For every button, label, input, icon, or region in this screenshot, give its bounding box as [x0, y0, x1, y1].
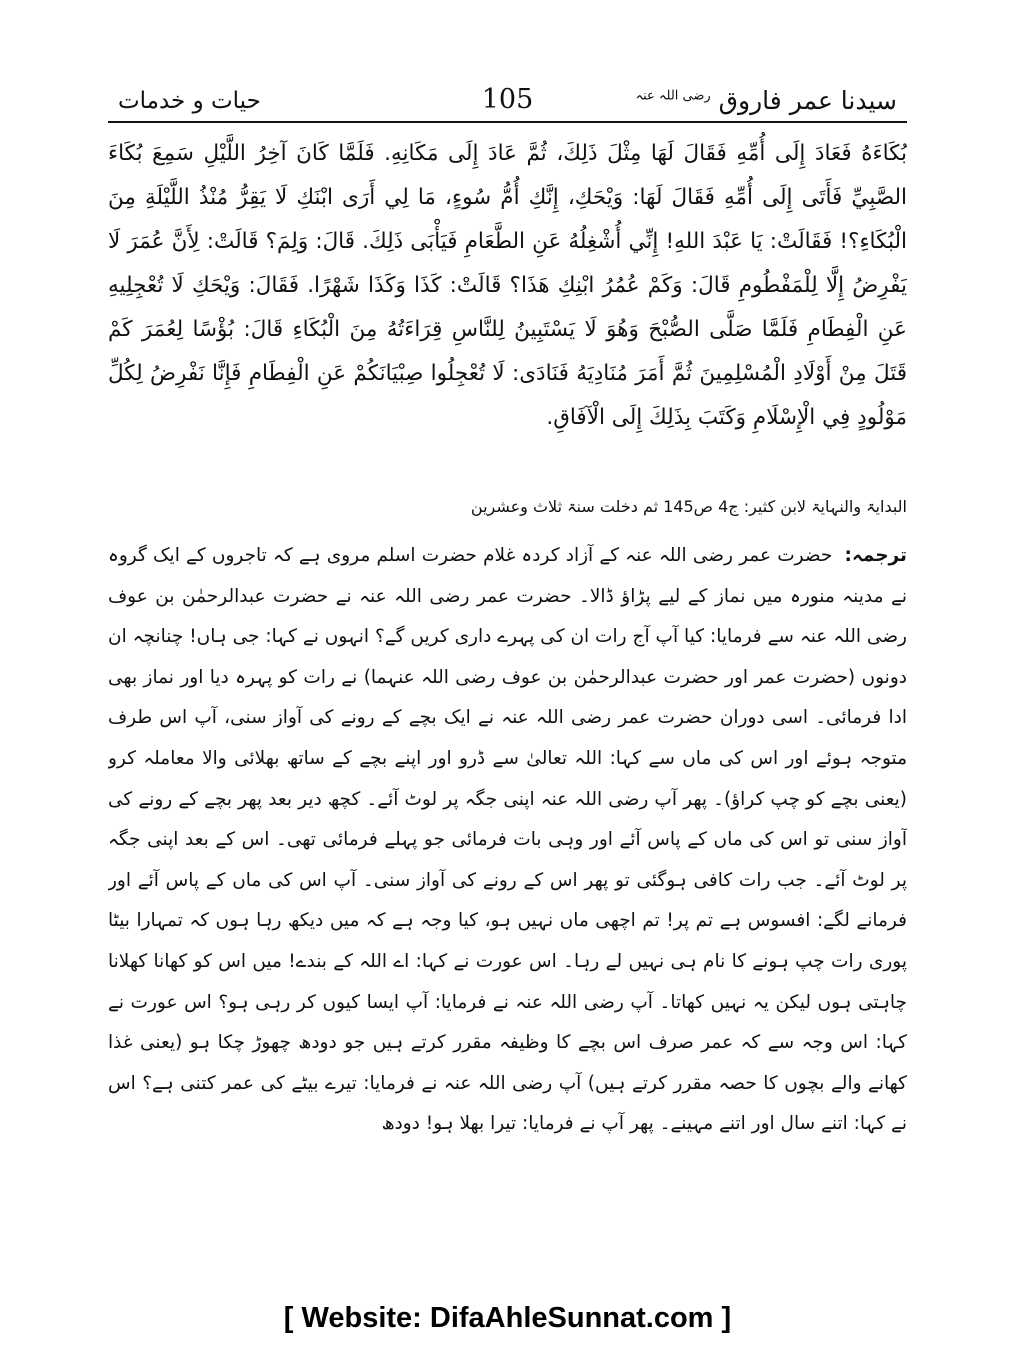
book-title-left: حیات و خدمات [118, 88, 261, 114]
book-title-right [635, 86, 897, 115]
urdu-translation [108, 536, 907, 1226]
page-header [118, 86, 897, 120]
page-number: 105 [481, 84, 534, 115]
header-divider [108, 121, 907, 123]
translation-text: حضرت عمر رضی اللہ عنہ کے آزاد کردہ غلام حضرت اسلم مروی ہے کہ تاجروں کے ایک گروہ نے مدینہ منورہ میں نماز کے لیے پڑاؤ ڈالا۔ حضرت عمر رضی اللہ عنہ نے حضرت عبدالرحمٰن بن عوف رضی اللہ عنہ سے فرمایا: کیا آپ آج رات ان کی پہرے داری کریں گے؟ انہوں نے کہا: جی ہاں! چنانچہ ان دونوں (حضرت عمر اور حضرت عبدالرحمٰن بن عوف رضی اللہ عنہما) نے رات کو پہرہ دیا اور نماز بھی ادا فرمائی۔ اسی دوران حضرت عمر رضی اللہ عنہ نے ایک بچے کے رونے کی آواز سنی، آپ اس طرف متوجہ ہوئے اور اس کی ماں سے کہا: اللہ تعالیٰ سے ڈرو اور اپنے بچے کے ساتھ بھلائی والا معاملہ کرو (یعنی بچے کو چپ کراؤ)۔ پھر آپ رضی اللہ عنہ اپنی جگہ پر لوٹ آئے۔ کچھ دیر بعد پھر بچے کے رونے کی آواز سنی تو اس کی ماں کے پاس آئے اور وہی بات فرمائی جو پہلے فرمائی تھی۔ اس کے بعد اپنی جگہ پر لوٹ آئے۔ جب رات کافی ہوگئی تو پھر اس کے رونے کی آواز سنی۔ آپ اس کی ماں کے پاس آئے اور فرمانے لگے: افسوس ہے تم پر! تم اچھی ماں نہیں ہو، کیا وجہ ہے کہ میں دیکھ رہا ہوں کہ تمہارا بیٹا پوری رات چپ ہونے کا نام ہی نہیں لے رہا۔ اس عورت نے کہا: اے اللہ کے بندے! میں اس کو کھانا کھلانا چاہتی ہوں لیکن یہ نہیں کھاتا۔ آپ رضی اللہ عنہ نے فرمایا: آپ ایسا کیوں کر رہی ہو؟ اس عورت نے کہا: اس وجہ سے کہ عمر صرف اس بچے کا وظیفہ مقرر کرتے ہیں جو دودھ چھوڑ چکا ہو (یعنی غذا کھانے والے بچوں کا حصہ مقرر کرتے ہیں) آپ رضی اللہ عنہ نے فرمایا: تیرے بیٹے کی عمر کتنی ہے؟ اس نے کہا: اتنے سال اور اتنے مہینے۔ پھر آپ نے فرمایا: تیرا بھلا ہو! دودھ [108, 545, 907, 1135]
book-title-text: سیدنا عمر فاروق [718, 86, 897, 115]
website-footer: [ Website: DifaAhleSunnat.com ] [283, 1302, 732, 1334]
source-reference: البدایۃ والنہایۃ لابن کثیر: ج4 ص145 ثم دخلت سنۃ ثلاث وعشرین [470, 497, 907, 516]
arabic-hadith-text: بُكَاءَهُ فَعَادَ إِلَى أُمِّهِ فَقَالَ لَهَا مِثْلَ ذَلِكَ، ثُمَّ عَادَ إِلَى مَكَانِهِ. فَلَمَّا كَانَ آخِرُ اللَّيْلِ سَمِعَ بُكَاءَ الصَّبِيِّ فَأَتَى إِلَى أُمِّهِ فَقَالَ لَهَا: وَيْحَكِ، إِنَّكِ أُمُّ سُوءٍ، مَا لِي أَرَى ابْنَكِ لَا يَقِرُّ مُنْذُ اللَّيْلَةِ مِنَ الْبُكَاءِ؟! فَقَالَتْ: يَا عَبْدَ اللهِ! إِنِّي أُشْغِلُهُ عَنِ الطَّعَامِ فَيَأْبَى ذَلِكَ. قَالَ: وَلِمَ؟ قَالَتْ: لِأَنَّ عُمَرَ لَا يَفْرِضُ إِلَّا لِلْمَفْطُومِ قَالَ: وَكَمْ عُمُرُ ابْنِكِ هَذَا؟ قَالَتْ: كَذَا وَكَذَا شَهْرًا. فَقَالَ: وَيْحَكِ لَا تُعْجِلِيهِ عَنِ الْفِطَامِ فَلَمَّا صَلَّى الصُّبْحَ وَهُوَ لَا يَسْتَبِينُ لِلنَّاسِ قِرَاءَتُهُ مِنَ الْبُكَاءِ قَالَ: بُؤْسًا لِعُمَرَ كَمْ قَتَلَ مِنْ أَوْلَادِ الْمُسْلِمِينَ ثُمَّ أَمَرَ مُنَادِيَهُ فَنَادَى: لَا تُعْجِلُوا صِبْيَانَكُمْ عَنِ الْفِطَامِ فَإِنَّا نَفْرِضُ لِكُلِّ مَوْلُودٍ فِي الْإِسْلَامِ وَكَتَبَ بِذَلِكَ إِلَى الْآفَاقِ. [108, 141, 907, 430]
translation-label: ترجمہ: [844, 545, 907, 566]
honorific-text: رضی اللہ عنہ [635, 88, 711, 104]
